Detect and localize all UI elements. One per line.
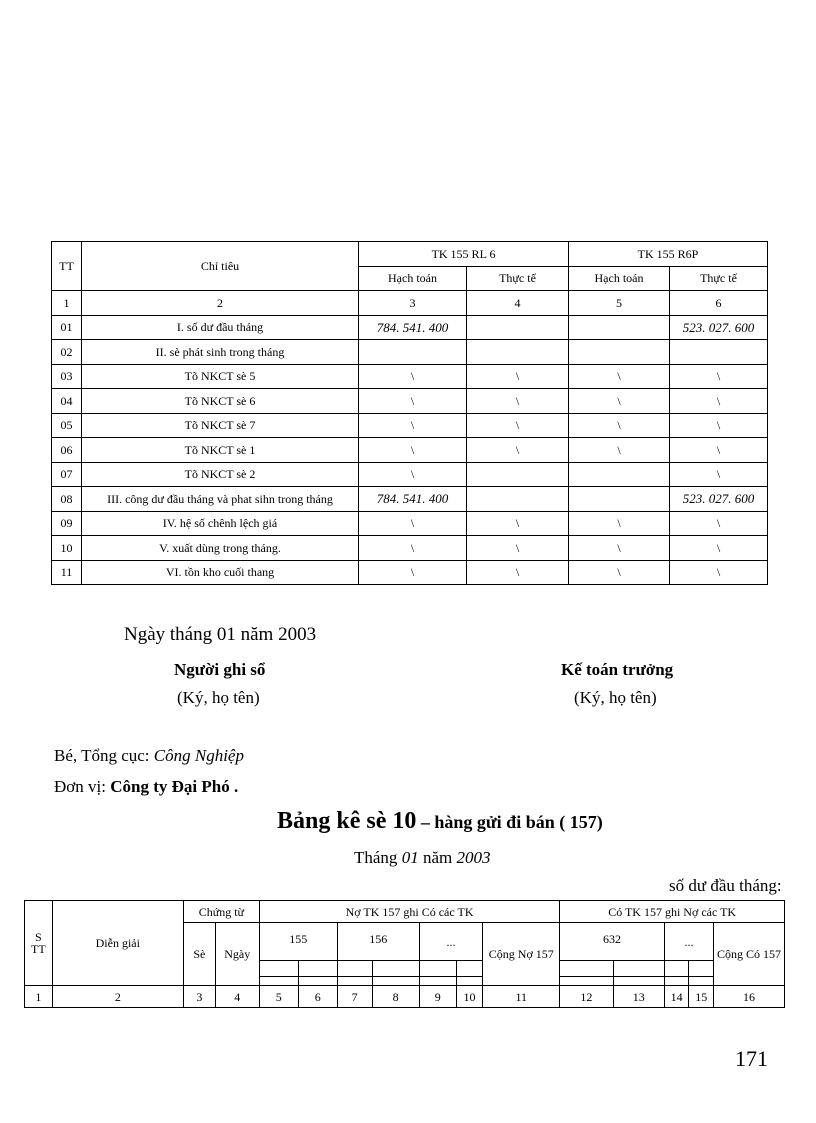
row-value: 523. 027. 600 — [670, 315, 768, 340]
row-value — [467, 462, 569, 487]
table2-title — [277, 808, 603, 835]
signature-date: Ngày tháng 01 năm 2003 — [124, 624, 317, 645]
row-value: \ — [359, 462, 467, 487]
balance-table — [51, 241, 768, 585]
header-632: 632 — [560, 923, 665, 961]
row-tt: 09 — [52, 511, 82, 536]
row-value: \ — [569, 389, 670, 414]
col-number: 15 — [689, 986, 714, 1008]
row-value: \ — [359, 413, 467, 438]
row-value: \ — [467, 511, 569, 536]
header-ngay: Ngày — [215, 923, 259, 986]
row-tt: 07 — [52, 462, 82, 487]
col-number: 6 — [670, 291, 768, 316]
row-label: VI. tồn kho cuối thang — [82, 560, 359, 585]
row-value: \ — [670, 438, 768, 463]
row-value: \ — [670, 389, 768, 414]
table-row — [52, 511, 768, 536]
row-value: 784. 541. 400 — [359, 487, 467, 512]
row-value: \ — [359, 438, 467, 463]
row-value: \ — [670, 511, 768, 536]
header-diengiai: Diễn giải — [52, 901, 183, 986]
header-stt: S TT — [25, 901, 53, 986]
header-hachtoan: Hạch toán — [569, 266, 670, 291]
row-value: \ — [467, 364, 569, 389]
row-value — [569, 315, 670, 340]
row-value: \ — [569, 413, 670, 438]
row-value: \ — [467, 413, 569, 438]
header-so: Sè — [183, 923, 215, 986]
bang-ke-10-table — [24, 900, 785, 1008]
row-tt: 04 — [52, 389, 82, 414]
row-label: III. công dư đầu tháng và phat sihn trong tháng — [82, 487, 359, 512]
header-no-dots: ... — [419, 923, 483, 961]
table-row — [52, 340, 768, 365]
row-tt: 06 — [52, 438, 82, 463]
col-number: 2 — [82, 291, 359, 316]
table-row — [52, 560, 768, 585]
col-number: 14 — [664, 986, 689, 1008]
row-label: Tõ NKCT sè 1 — [82, 438, 359, 463]
row-value: \ — [569, 364, 670, 389]
row-value: \ — [359, 511, 467, 536]
col-number: 12 — [560, 986, 613, 1008]
row-value: \ — [359, 560, 467, 585]
col-number: 6 — [298, 986, 337, 1008]
table-row — [52, 389, 768, 414]
row-tt: 08 — [52, 487, 82, 512]
col-number: 16 — [714, 986, 785, 1008]
row-value — [467, 487, 569, 512]
col-number: 4 — [467, 291, 569, 316]
row-label: I. số dư đầu tháng — [82, 315, 359, 340]
table-row — [52, 536, 768, 561]
row-value: \ — [359, 364, 467, 389]
header-cong-no: Cộng Nợ 157 — [483, 923, 560, 986]
table-row — [52, 487, 768, 512]
signature-right-title: Kế toán trưởng — [561, 660, 674, 679]
row-tt: 11 — [52, 560, 82, 585]
header-no-group: Nợ TK 157 ghi Có các TK — [259, 901, 559, 923]
row-value — [569, 340, 670, 365]
col-number: 7 — [337, 986, 372, 1008]
row-label: Tõ NKCT sè 5 — [82, 364, 359, 389]
table2-title-main: Bảng kê sè 10 — [277, 808, 417, 834]
signature-left-sub: (Ký, họ tên) — [177, 688, 260, 707]
row-value: \ — [569, 511, 670, 536]
org-line-1-prefix: Bé, Tổng cục: — [54, 746, 154, 765]
header-156: 156 — [337, 923, 419, 961]
table-row — [52, 315, 768, 340]
column-number-row — [25, 986, 785, 1008]
row-value — [467, 315, 569, 340]
row-value — [569, 462, 670, 487]
org-line-2-prefix: Đơn vị: — [54, 777, 111, 796]
row-value: \ — [670, 536, 768, 561]
row-tt: 01 — [52, 315, 82, 340]
col-number: 13 — [613, 986, 664, 1008]
col-number: 3 — [359, 291, 467, 316]
row-value: \ — [467, 560, 569, 585]
row-label: V. xuất dùng trong tháng. — [82, 536, 359, 561]
row-value: \ — [569, 438, 670, 463]
header-group-r6p: TK 155 R6P — [569, 242, 768, 267]
header-thucte: Thực tế — [670, 266, 768, 291]
row-label: Tõ NKCT sè 2 — [82, 462, 359, 487]
signature-right-sub: (Ký, họ tên) — [574, 688, 657, 707]
header-chungtu: Chứng từ — [183, 901, 259, 923]
col-number: 11 — [483, 986, 560, 1008]
table-row — [52, 462, 768, 487]
signature-left-title: Người ghi sổ — [174, 660, 266, 679]
table-row — [52, 413, 768, 438]
row-value: \ — [670, 560, 768, 585]
row-tt: 03 — [52, 364, 82, 389]
header-co-group: Có TK 157 ghi Nợ các TK — [560, 901, 785, 923]
column-number-row — [52, 291, 768, 316]
header-tt: TT — [52, 242, 82, 291]
org-line-1 — [54, 746, 244, 766]
org-line-1-value: Công Nghiệp — [153, 746, 244, 765]
row-value: \ — [467, 389, 569, 414]
row-value: \ — [467, 438, 569, 463]
col-number: 2 — [52, 986, 183, 1008]
header-155: 155 — [259, 923, 337, 961]
org-line-2-value: Công ty Đại Phó . — [110, 777, 239, 796]
col-number: 10 — [456, 986, 483, 1008]
row-value: \ — [569, 536, 670, 561]
year-value: 2003 — [456, 848, 491, 867]
row-value: \ — [359, 389, 467, 414]
row-value: \ — [467, 536, 569, 561]
header-chitieu: Chỉ tiêu — [82, 242, 359, 291]
opening-balance-label: số dư đầu tháng: — [669, 876, 782, 895]
row-tt: 10 — [52, 536, 82, 561]
col-number: 4 — [215, 986, 259, 1008]
header-hachtoan: Hạch toán — [359, 266, 467, 291]
row-value: 784. 541. 400 — [359, 315, 467, 340]
header-co-dots: ... — [664, 923, 713, 961]
month-prefix: Tháng — [354, 848, 402, 867]
table2-title-suffix: – hàng gửi đi bán ( 157) — [416, 812, 603, 832]
month-value: 01 — [401, 848, 419, 867]
col-number: 3 — [183, 986, 215, 1008]
row-value — [359, 340, 467, 365]
row-value — [467, 340, 569, 365]
col-number: 5 — [569, 291, 670, 316]
row-value: \ — [670, 462, 768, 487]
col-number: 9 — [419, 986, 456, 1008]
row-label: Tõ NKCT sè 6 — [82, 389, 359, 414]
header-group-rl6: TK 155 RL 6 — [359, 242, 569, 267]
row-tt: 02 — [52, 340, 82, 365]
col-number: 8 — [372, 986, 419, 1008]
col-number: 1 — [25, 986, 53, 1008]
row-tt: 05 — [52, 413, 82, 438]
header-cong-co: Cộng Có 157 — [714, 923, 785, 986]
row-value: \ — [670, 413, 768, 438]
col-number: 1 — [52, 291, 82, 316]
header-thucte: Thực tế — [467, 266, 569, 291]
month-mid: năm — [418, 848, 457, 867]
org-line-2 — [54, 777, 238, 797]
row-value: \ — [569, 560, 670, 585]
table2-month — [354, 848, 490, 868]
col-number: 5 — [259, 986, 298, 1008]
row-value: 523. 027. 600 — [670, 487, 768, 512]
table-row — [52, 364, 768, 389]
page-number: 171 — [735, 1046, 768, 1071]
row-value — [670, 340, 768, 365]
row-value: \ — [359, 536, 467, 561]
row-label: IV. hệ số chênh lệch giá — [82, 511, 359, 536]
row-value: \ — [670, 364, 768, 389]
row-value — [569, 487, 670, 512]
row-label: Tõ NKCT sè 7 — [82, 413, 359, 438]
table-row — [52, 438, 768, 463]
row-label: II. sè phát sinh trong tháng — [82, 340, 359, 365]
